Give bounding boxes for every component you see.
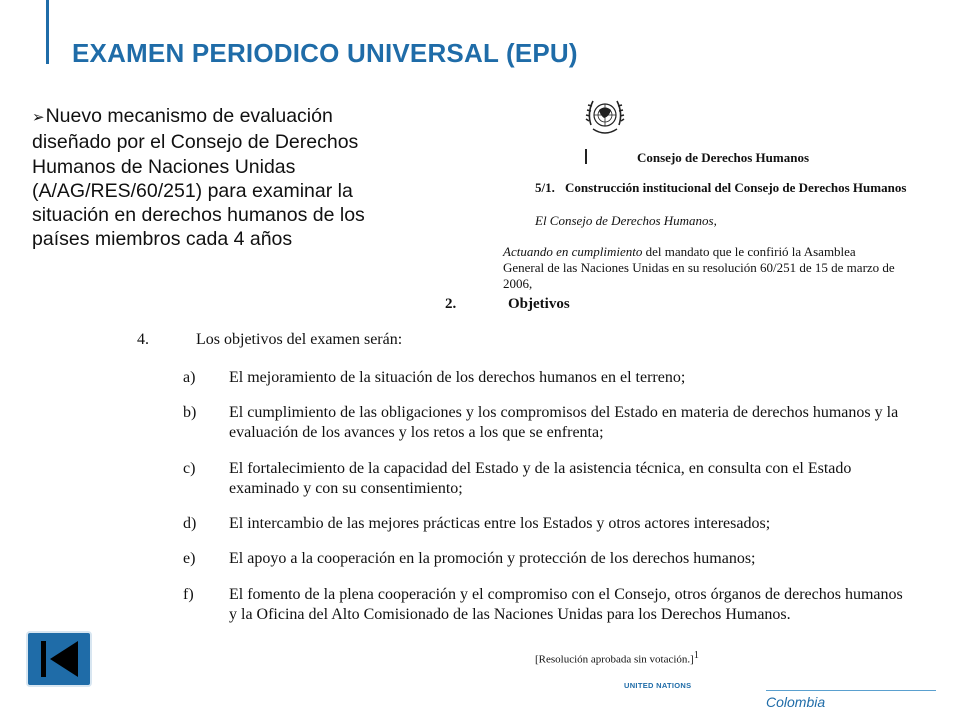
- resolution-note: [535, 650, 699, 666]
- preamble-text: del mandato que le confirió la Asamblea General de las Naciones Unidas en su resolución 60/251 de 15 de marzo de 2006,: [503, 244, 895, 291]
- title-accent-bar: [46, 0, 49, 64]
- resolution-number: 5/1.: [535, 180, 555, 195]
- objective-text: El mejoramiento de la situación de los derechos humanos en el terreno;: [229, 369, 686, 386]
- bullet-text: Nuevo mecanismo de evaluación diseñado por el Consejo de Derechos Humanos de Naciones Unidas (A/AG/RES/60/251) para examinar la situación en derechos humanos de los países miembros cada 4 años: [32, 105, 365, 251]
- resolution-preamble: [503, 244, 898, 292]
- footnote-mark: 1: [693, 650, 699, 661]
- resolution-note-text: [Resolución aprobada sin votación.]: [535, 653, 694, 666]
- resolution-title: Construcción institucional del Consejo de Derechos Humanos: [565, 180, 907, 195]
- section-title: Objetivos: [508, 296, 570, 312]
- bullet-point: [32, 104, 412, 252]
- objective-item: [183, 459, 903, 498]
- document-margin-mark: [585, 149, 587, 164]
- objective-letter: c): [183, 460, 196, 477]
- objective-text: El intercambio de las mejores prácticas entre los Estados y otros actores interesados;: [229, 515, 771, 532]
- objective-item: [183, 514, 903, 534]
- objective-letter: a): [183, 369, 196, 386]
- un-logo: UNITED NATIONS: [624, 681, 692, 690]
- objective-text: El fomento de la plena cooperación y el compromiso con el Consejo, otros órganos de derechos humanos y la Oficina del Alto Comisionado de las Naciones Unidas para los Derechos Humanos.: [229, 586, 903, 623]
- arrow-bullet-icon: ➢: [32, 109, 45, 126]
- footer-country: Colombia: [766, 694, 826, 710]
- slide-title: EXAMEN PERIODICO UNIVERSAL (EPU): [72, 38, 578, 68]
- first-slide-button[interactable]: [26, 631, 92, 687]
- objective-item: [183, 403, 903, 442]
- document-council-name: Consejo de Derechos Humanos: [637, 150, 810, 165]
- objective-letter: f): [183, 586, 194, 603]
- objective-letter: d): [183, 515, 197, 532]
- objective-item: [183, 585, 903, 624]
- skip-to-start-icon: [28, 633, 90, 685]
- objective-text: El apoyo a la cooperación en la promoción y protección de los derechos humanos;: [229, 550, 756, 567]
- objective-item: [183, 549, 903, 569]
- objective-text: El fortalecimiento de la capacidad del Estado y de la asistencia técnica, en consulta con el Estado examinado y con su consentimiento;: [229, 460, 852, 497]
- objective-item: [183, 368, 903, 388]
- footer-divider: [766, 690, 936, 691]
- paragraph-text: Los objetivos del examen serán:: [196, 331, 403, 348]
- document-council-italic: El Consejo de Derechos Humanos,: [535, 213, 717, 228]
- paragraph-number: 4.: [137, 331, 149, 348]
- un-emblem-icon: [585, 95, 625, 143]
- section-number: 2.: [445, 296, 457, 312]
- objective-letter: b): [183, 404, 197, 421]
- preamble-italic: Actuando en cumplimiento: [503, 244, 643, 259]
- objective-letter: e): [183, 550, 196, 567]
- objective-text: El cumplimiento de las obligaciones y los compromisos del Estado en materia de derechos humanos y la evaluación de los avances y los retos a los que se enfrenta;: [229, 404, 899, 441]
